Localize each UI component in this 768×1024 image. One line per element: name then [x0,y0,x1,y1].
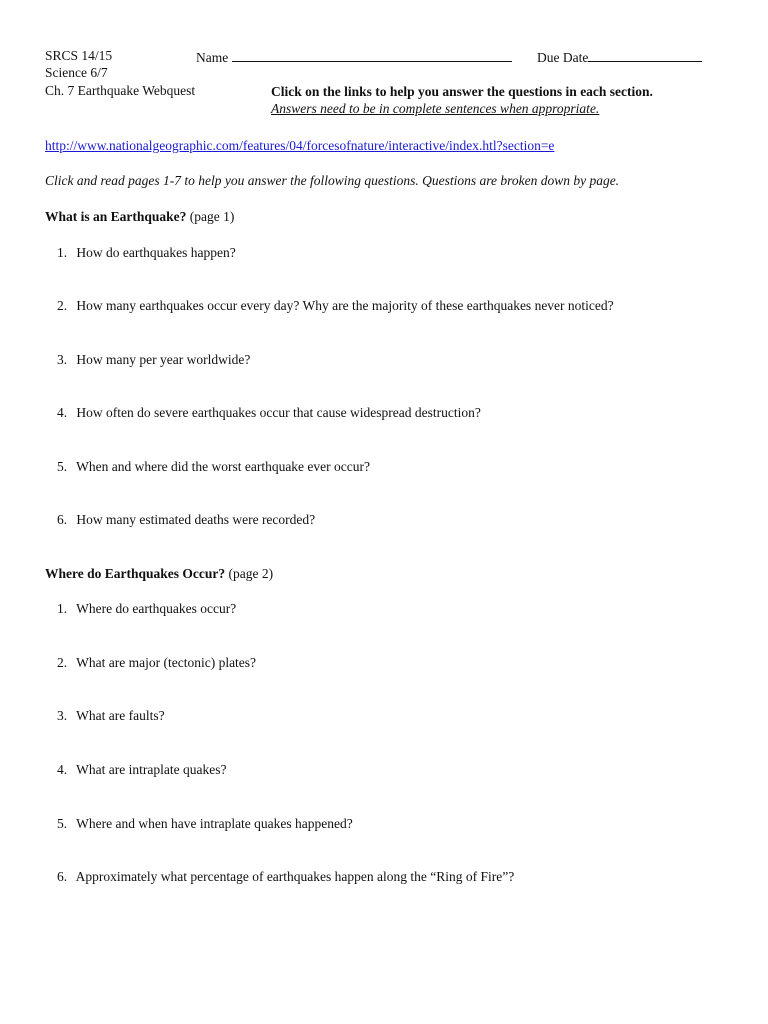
section-page-ref: (page 2) [228,566,274,581]
question-number: 4. [57,762,68,777]
question-1-2 [57,298,614,314]
question-number: 6. [57,869,68,884]
question-number: 2. [57,655,68,670]
due-date-field[interactable] [537,48,702,66]
question-2-1 [57,601,236,617]
question-number: 5. [57,816,68,831]
webquest-link-row [45,138,554,154]
question-1-3 [57,352,250,368]
section-page-ref: (page 1) [189,209,235,224]
question-number: 6. [57,512,68,527]
question-1-6 [57,512,315,528]
question-text: Where do earthquakes occur? [76,601,237,616]
question-number: 5. [57,459,68,474]
instruction-italic: Answers need to be in complete sentences when appropriate. [271,101,600,116]
question-1-1 [57,245,236,261]
section-title-2 [45,566,273,582]
course-code: SRCS 14/15 [45,48,113,63]
question-2-6 [57,869,514,885]
question-text: Where and when have intraplate quakes happened? [76,816,353,831]
question-text: How do earthquakes happen? [76,245,236,260]
question-2-4 [57,762,226,778]
instruction-bold: Click on the links to help you answer the questions in each section. [271,84,653,99]
unit-title: Ch. 7 Earthquake Webquest [45,83,196,98]
name-blank[interactable] [232,48,512,62]
section-title-1 [45,209,234,225]
class-name: Science 6/7 [45,65,108,80]
section-heading: What is an Earthquake? [45,209,187,224]
question-text: How often do severe earthquakes occur that cause widespread destruction? [76,405,481,420]
question-number: 3. [57,708,68,723]
question-number: 4. [57,405,68,420]
question-number: 2. [57,298,68,313]
due-date-label: Due Date [537,50,589,65]
question-1-4 [57,405,481,421]
question-number: 3. [57,352,68,367]
question-text: What are major (tectonic) plates? [76,655,257,670]
question-text: How many earthquakes occur every day? Why are the majority of these earthquakes never noticed? [76,298,614,313]
question-1-5 [57,459,370,475]
question-text: What are faults? [76,708,165,723]
section-heading: Where do Earthquakes Occur? [45,566,226,581]
question-text: How many estimated deaths were recorded? [76,512,316,527]
question-number: 1. [57,245,68,260]
question-text: When and where did the worst earthquake ever occur? [76,459,371,474]
question-text: How many per year worldwide? [76,352,251,367]
question-text: What are intraplate quakes? [76,762,227,777]
name-field[interactable] [196,48,512,66]
question-text: Approximately what percentage of earthquakes happen along the “Ring of Fire”? [75,869,515,884]
name-label: Name [196,50,229,65]
question-2-5 [57,816,353,832]
due-date-blank[interactable] [588,48,702,62]
intro-instructions: Click and read pages 1-7 to help you answer the following questions. Questions are broken down by page. [45,173,620,188]
question-2-3 [57,708,165,724]
webquest-link[interactable]: http://www.nationalgeographic.com/features/04/forcesofnature/interactive/index.htl?section=e [45,138,555,153]
question-number: 1. [57,601,68,616]
question-2-2 [57,655,256,671]
